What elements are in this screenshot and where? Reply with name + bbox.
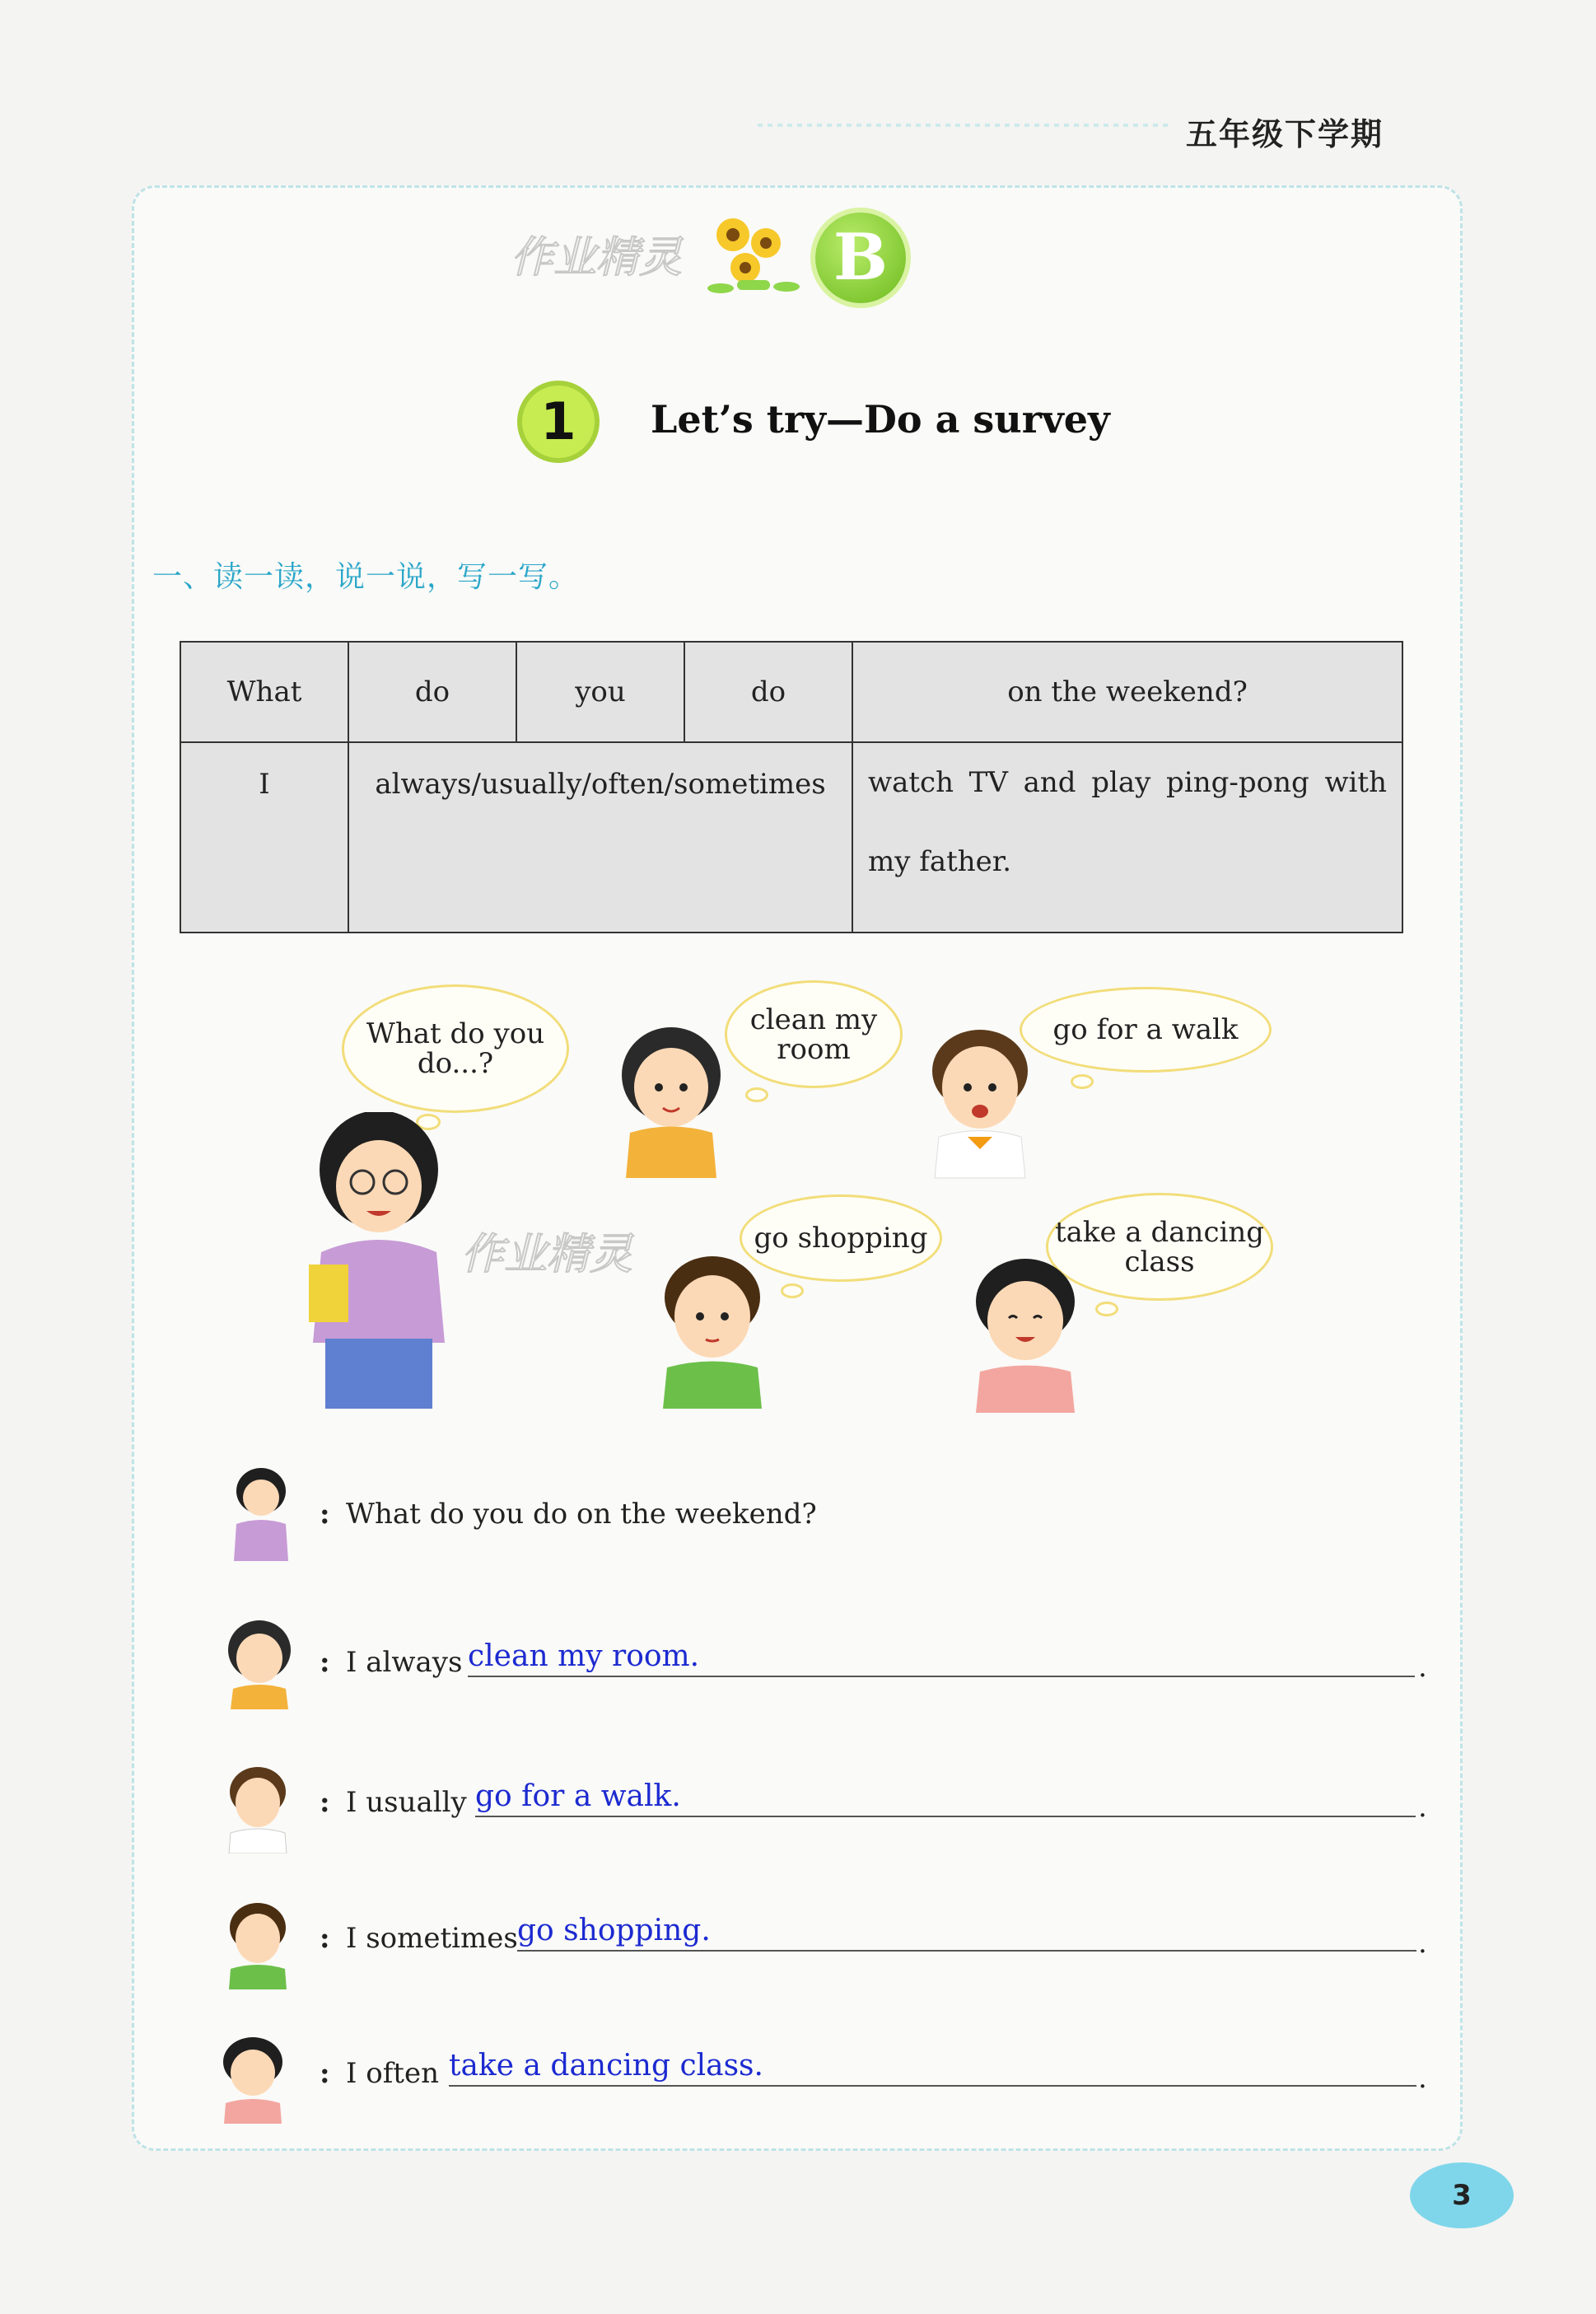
teacher-question: What do you do on the weekend?: [346, 1498, 817, 1531]
answer-blank[interactable]: [468, 1639, 1415, 1677]
colon: :: [320, 1498, 330, 1531]
bubble-tail: [745, 1087, 768, 1102]
speech-bubble-girl1: clean my room: [725, 980, 903, 1088]
boy2-avatar-icon: [221, 1899, 295, 1989]
survey-table: [180, 641, 1403, 933]
answer-text: take a dancing class.: [449, 2049, 763, 2083]
period: .: [1418, 1651, 1427, 1684]
period: .: [1418, 1927, 1427, 1960]
boy1-avatar-icon: [221, 1763, 295, 1854]
girl1-illustration: [614, 1026, 737, 1182]
table-cell: on the weekend?: [852, 642, 1402, 742]
table-cell: always/usually/often/sometimes: [348, 742, 852, 933]
answer-blank[interactable]: [449, 2049, 1416, 2087]
bubble-tail: [1095, 1302, 1118, 1316]
speech-bubble-boy1: go for a walk: [1020, 987, 1272, 1073]
table-cell: you: [516, 642, 684, 742]
table-cell: I: [180, 742, 348, 933]
answer-text: go shopping.: [517, 1914, 711, 1947]
girl1-avatar-icon: [218, 1619, 301, 1709]
line-prefix: I often: [346, 2057, 439, 2090]
period: .: [1418, 2062, 1427, 2095]
page-number: 3: [1410, 2162, 1514, 2228]
table-row: [180, 642, 1402, 742]
boy2-illustration: [655, 1252, 770, 1409]
speech-bubble-girl2: take a dancing class: [1046, 1193, 1273, 1301]
girl2-illustration: [968, 1256, 1083, 1413]
instruction: 一、读一读，说一说，写一写。: [152, 560, 580, 594]
boy1-illustration: [922, 1026, 1046, 1182]
grade-label: 五年级下学期: [1186, 116, 1384, 152]
bubble-tail: [1071, 1074, 1094, 1089]
colon: :: [320, 1786, 330, 1819]
answer-text: clean my room.: [468, 1639, 700, 1673]
answer-blank[interactable]: [517, 1914, 1416, 1952]
watermark-logo: 作业精灵: [511, 233, 683, 283]
period: .: [1418, 1791, 1427, 1824]
bubble-tail: [781, 1283, 804, 1298]
teacher-avatar-icon: [224, 1466, 298, 1565]
colon: :: [320, 1646, 330, 1679]
colon: :: [320, 2057, 330, 2090]
answer-blank[interactable]: [475, 1779, 1416, 1817]
table-cell: do: [348, 642, 516, 742]
girl2-avatar-icon: [216, 2033, 290, 2124]
speech-bubble-teacher: What do you do...?: [342, 984, 569, 1113]
line-prefix: I usually: [346, 1786, 467, 1819]
lesson-number: 1: [517, 381, 600, 463]
table-cell: do: [684, 642, 852, 742]
header-divider: [758, 124, 1169, 127]
table-row: [180, 742, 1402, 933]
line-prefix: I sometimes: [346, 1922, 518, 1955]
speech-bubble-boy2: go shopping: [740, 1194, 942, 1282]
answer-text: go for a walk.: [475, 1779, 681, 1813]
section-badge: B: [815, 213, 906, 303]
table-cell: What: [180, 642, 348, 742]
line-prefix: I always: [346, 1646, 463, 1679]
lesson-title: Let’s try—Do a survey: [651, 397, 1110, 442]
colon: :: [320, 1922, 330, 1955]
sunflower-icon: [696, 198, 811, 313]
watermark-logo: 作业精灵: [461, 1230, 633, 1279]
table-cell: watch TV and play ping-pong with my father.: [852, 742, 1402, 933]
teacher-illustration: [288, 1112, 469, 1409]
